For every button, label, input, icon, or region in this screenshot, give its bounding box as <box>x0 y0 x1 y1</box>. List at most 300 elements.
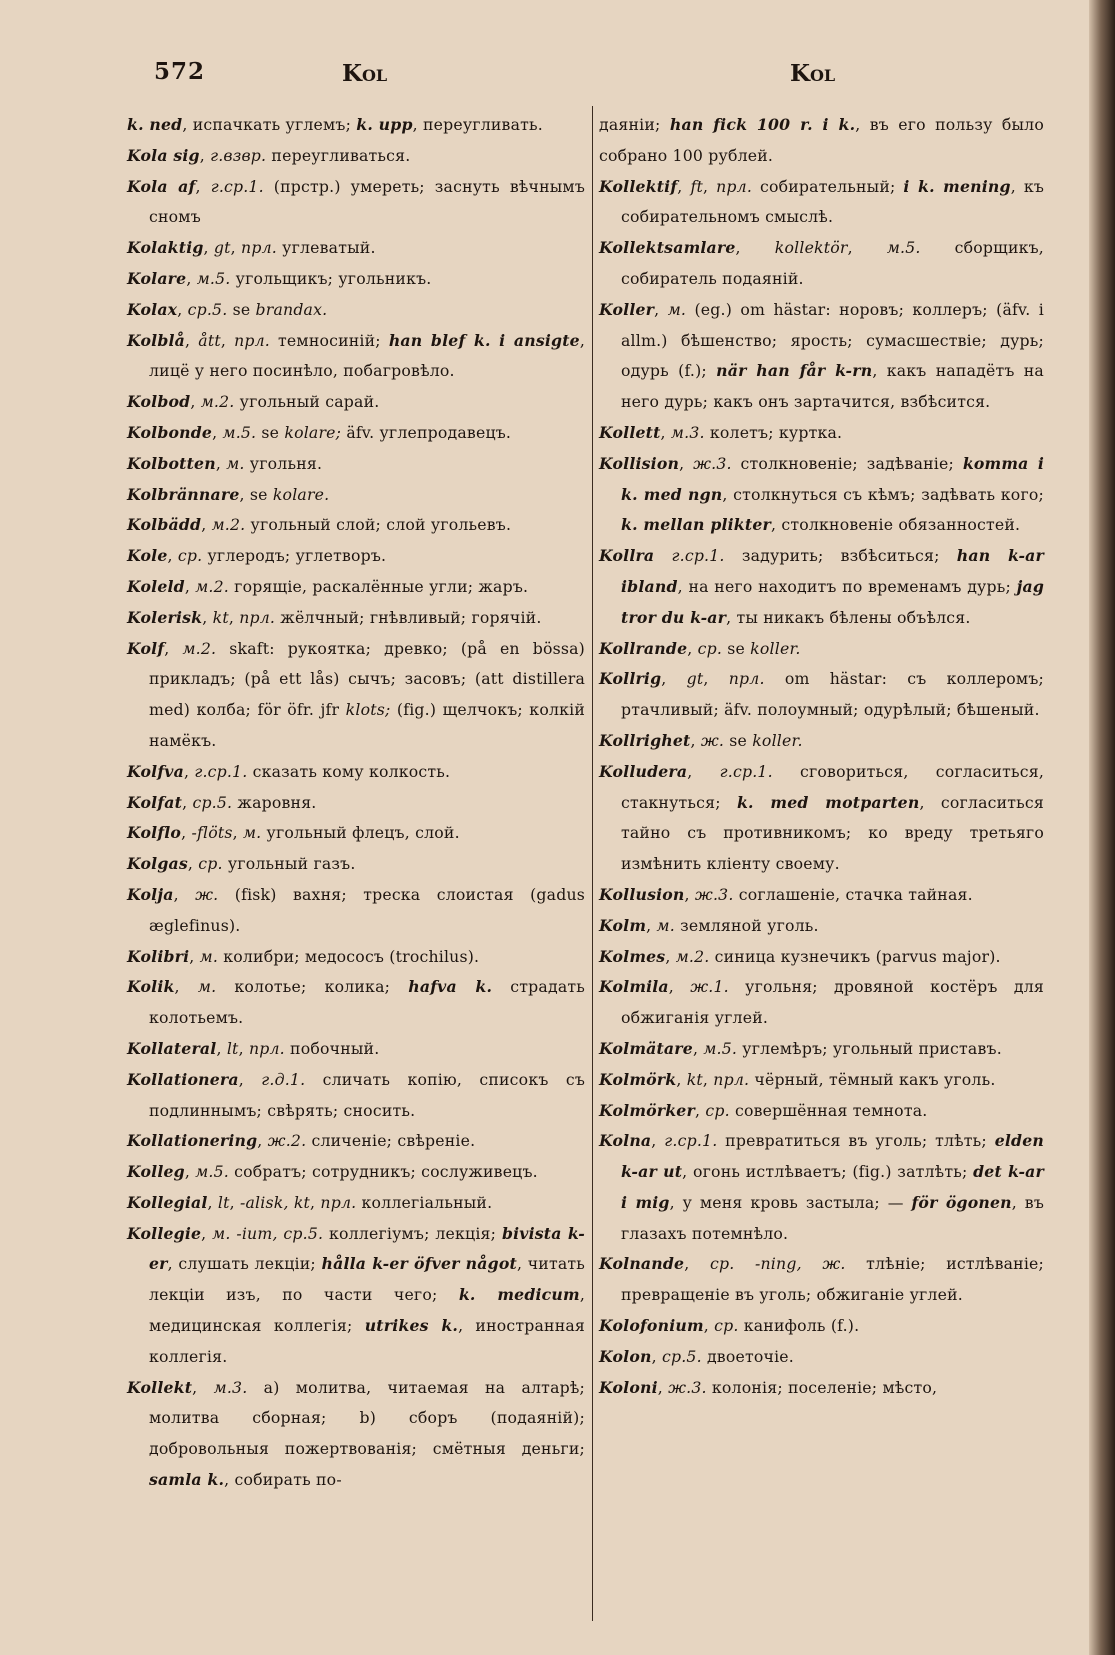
grammar-label: ft <box>690 176 703 196</box>
entry-headword: Kollegial <box>127 1192 208 1212</box>
definition-text: , собирать по- <box>224 1470 342 1490</box>
grammar-label: м.2. <box>675 946 710 966</box>
definition-text: (fig.) щелчокъ; колкій намёкъ. <box>149 700 586 750</box>
entry-headword: Kole <box>127 546 168 566</box>
grammar-label: прл. <box>320 1192 357 1212</box>
dictionary-entry <box>599 726 1044 757</box>
example-phrase: när han får k-rn <box>716 361 873 381</box>
entry-headword: Kolare <box>127 268 187 288</box>
definition-text: , <box>167 546 178 566</box>
definition-text: , <box>687 638 698 658</box>
entry-headword: Kolbrännare <box>127 484 240 504</box>
example-phrase: hålla k-er öfver något <box>321 1254 517 1274</box>
grammar-label: м.2. <box>182 638 217 658</box>
definition-text: , <box>677 176 691 196</box>
dictionary-entry <box>127 264 585 295</box>
definition-text: сказать кому колкость. <box>247 761 451 781</box>
entry-headword: Kollra <box>599 546 655 566</box>
definition-text: угольный флецъ, слой. <box>261 823 460 843</box>
dictionary-entry <box>599 1034 1044 1065</box>
definition-text: , лицё у него посинѣло, побагровѣло. <box>149 330 586 381</box>
definition-text: углеватый. <box>276 238 376 258</box>
grammar-label: прл. <box>248 1038 285 1058</box>
dictionary-entry <box>127 326 585 388</box>
example-phrase: elden k-ar ut <box>621 1131 1044 1182</box>
entry-headword: Kollektif <box>599 176 678 196</box>
definition-text: угольный слой; слой угольевъ. <box>245 515 512 535</box>
definition-text: даяніи; <box>599 115 670 134</box>
grammar-label: kollektör <box>774 238 848 258</box>
definition-text: колибри; медососъ (trochilus). <box>218 946 480 966</box>
definition-text: угольный газъ. <box>222 854 356 874</box>
definition-text: страдать колотьемъ. <box>149 977 585 1028</box>
entry-headword: Kolfva <box>127 761 184 781</box>
grammar-label: прл. <box>239 607 276 627</box>
grammar-label: -flöts <box>191 823 233 843</box>
definition-text: тлѣніе; истлѣваніе; превращеніе въ уголь; обжиганіе углей. <box>621 1254 1045 1305</box>
definition-text: сличать копію, списокъ съ подлиннымъ; свѣрять; сносить. <box>149 1069 586 1120</box>
dictionary-entry <box>599 541 1044 633</box>
entry-headword: Kolfat <box>127 792 183 812</box>
dictionary-entry <box>127 295 585 326</box>
grammar-label: gt <box>213 238 231 258</box>
column-divider <box>592 106 593 1621</box>
definition-text: , столкновеніе обязанностей. <box>770 515 1021 535</box>
definition-text: собирательный; <box>752 176 904 196</box>
running-headword-right: Kol <box>790 60 836 87</box>
page-header <box>150 58 1020 98</box>
definition-text: äfv. углепродавецъ. <box>341 422 512 442</box>
entry-headword: Kolik <box>127 977 175 997</box>
dictionary-entry <box>599 295 1044 418</box>
definition-text: колонія; поселеніе; мѣсто, <box>706 1377 938 1397</box>
definition-text: , <box>207 1192 218 1212</box>
example-phrase: jag tror du k-ar <box>621 576 1044 627</box>
definition-text: , <box>229 1192 240 1212</box>
dictionary-entry <box>127 603 585 634</box>
grammar-label: г.взвр. <box>210 145 267 165</box>
grammar-label: gt <box>686 669 704 689</box>
entry-headword: Kolblå <box>127 330 186 350</box>
dictionary-entry <box>599 911 1044 942</box>
definition-text: углеродъ; углетворъ. <box>202 546 387 566</box>
definition-text: , испачкать углемъ; <box>182 115 357 134</box>
definition-text: , столкнуться съ кѣмъ; задѣвать кого; <box>722 484 1044 504</box>
grammar-label: м.5. <box>703 1038 738 1058</box>
grammar-label: kt <box>686 1069 703 1089</box>
definition-text: , <box>228 607 240 627</box>
definition-text: , <box>651 1131 665 1151</box>
dictionary-entry <box>127 541 585 572</box>
grammar-label: ж. <box>195 884 219 904</box>
definition-text: , въ глазахъ потемнѣло. <box>621 1192 1044 1243</box>
grammar-label: koller. <box>752 730 803 750</box>
grammar-label: ж.3. <box>694 884 734 904</box>
grammar-label: прл. <box>713 1069 750 1089</box>
dictionary-entry <box>127 480 585 511</box>
example-phrase: k. upp <box>356 115 413 134</box>
entry-headword: Kolerisk <box>127 607 203 627</box>
example-phrase: han blef k. i ansigte <box>388 330 580 350</box>
grammar-label: -alisk, kt <box>240 1192 311 1212</box>
dictionary-entry <box>127 572 585 603</box>
entry-continuation <box>127 110 585 141</box>
grammar-label: ср. <box>697 638 723 658</box>
dictionary-entry <box>127 1219 585 1373</box>
grammar-label: ср. <box>198 854 223 874</box>
dictionary-entry <box>599 972 1044 1034</box>
entry-headword: Kolax <box>127 299 178 319</box>
dictionary-entry <box>127 849 585 880</box>
grammar-label: м.5. <box>886 238 921 258</box>
definition-text: темносиній; <box>270 330 389 350</box>
definition-text: , <box>651 1346 662 1366</box>
definition-text: побочный. <box>284 1038 380 1058</box>
dictionary-entry <box>599 1373 1044 1404</box>
example-phrase: k. ned <box>127 115 183 134</box>
definition-text: , <box>661 669 687 689</box>
entry-headword: Kolon <box>599 1346 652 1366</box>
example-phrase: k. med motparten <box>736 792 920 812</box>
definition-text: , <box>216 1038 227 1058</box>
entry-headword: Kolnande <box>599 1254 685 1274</box>
entry-headword: Kolmätare <box>599 1038 693 1058</box>
definition-text: сличеніе; свѣреніе. <box>306 1131 476 1151</box>
entry-headword: Kolofonium <box>599 1316 704 1336</box>
grammar-label: м.5. <box>222 422 257 442</box>
grammar-label: ср.5. <box>661 1346 702 1366</box>
grammar-label: г.ср.1. <box>719 761 773 781</box>
dictionary-entry <box>127 1126 585 1157</box>
dictionary-entry <box>599 449 1044 541</box>
entry-headword: Kolmila <box>599 977 669 997</box>
definition-text: , <box>192 1377 214 1397</box>
grammar-label: м. <box>667 299 687 319</box>
definition-text: , <box>847 238 887 258</box>
example-phrase: i k. mening <box>903 176 1011 196</box>
definition-text: , <box>238 1069 262 1089</box>
definition-text: , <box>174 977 198 997</box>
entry-headword: Kolludera <box>599 761 688 781</box>
entry-headword: Kollateral <box>127 1038 217 1058</box>
example-phrase: han fick 100 r. i k. <box>669 115 856 134</box>
example-phrase: k. medicum <box>458 1285 580 1305</box>
definition-text: (прстр.) умереть; заснуть вѣчнымъ сномъ <box>149 176 586 227</box>
dictionary-entry <box>127 172 585 234</box>
definition-text: , <box>201 515 212 535</box>
grammar-label: г.ср.1. <box>210 176 264 196</box>
dictionary-entry <box>127 880 585 942</box>
dictionary-entry <box>127 233 585 264</box>
definition-text: , огонь истлѣваетъ; (fig.) затлѣть; <box>682 1162 974 1182</box>
entry-headword: Kolbädd <box>127 515 202 535</box>
grammar-label: ср. -ning, ж. <box>710 1254 846 1274</box>
grammar-label: lt <box>217 1192 230 1212</box>
entry-headword: Kollusion <box>599 884 685 904</box>
grammar-label: г.ср.1. <box>671 546 725 566</box>
entry-headword: Kolmörker <box>599 1100 695 1120</box>
definition-text: , <box>232 823 243 843</box>
definition-text: , ты никакъ бѣлены объѣлся. <box>726 607 971 627</box>
definition-text: , <box>690 730 701 750</box>
grammar-label: м. -ium, ср.5. <box>212 1223 324 1243</box>
entry-headword: Kolf <box>127 638 165 658</box>
entry-headword: Kollision <box>599 453 680 473</box>
dictionary-entry <box>127 449 585 480</box>
definition-text: , <box>694 1100 706 1120</box>
definition-text: столкновеніе; задѣваніе; <box>731 453 963 473</box>
entry-headword: Kollett <box>599 422 661 442</box>
dictionary-entry <box>599 418 1044 449</box>
dictionary-entry <box>599 233 1044 295</box>
grammar-label: ср. <box>705 1100 730 1120</box>
grammar-label: м. <box>226 453 245 473</box>
definition-text: углемѣръ; угольный приставъ. <box>737 1038 1002 1058</box>
dictionary-entry <box>127 1065 585 1127</box>
entry-headword: Kola af <box>127 176 196 196</box>
grammar-label: ж. <box>700 730 725 750</box>
definition-text: se <box>227 299 256 319</box>
definition-text: угольный сарай. <box>234 392 380 412</box>
definition-text: чёрный, тёмный какъ уголь. <box>749 1069 996 1089</box>
definition-text: , <box>181 823 192 843</box>
definition-text: совершённая темнота. <box>729 1100 928 1120</box>
dictionary-entry <box>127 1188 585 1219</box>
definition-text: колотье; колика; <box>216 977 409 997</box>
dictionary-entry <box>127 1157 585 1188</box>
definition-text: , <box>215 453 227 473</box>
definition-text: , <box>654 299 668 319</box>
example-phrase: bivista k-er <box>149 1223 585 1274</box>
example-phrase: k. mellan plikter <box>621 515 771 535</box>
definition-text: двоеточіе. <box>701 1346 794 1366</box>
definition-text: skaft: рукоятка; древко; (på en bössa) прикладъ; (på ett lås) сычъ; засовъ; (att distillera med) колба; för öfr. jfr <box>149 638 586 720</box>
definition-text: , иностранная коллегія. <box>149 1316 586 1366</box>
grammar-label: brandax. <box>255 299 328 319</box>
definition-text: сборщикъ, собиратель подаяній. <box>621 238 1044 288</box>
book-spine-shadow <box>1089 0 1115 1655</box>
dictionary-entry <box>127 1373 585 1496</box>
entry-headword: Kolleg <box>127 1162 185 1182</box>
dictionary-entry <box>127 418 585 449</box>
dictionary-entry <box>599 1311 1044 1342</box>
definition-text: , <box>703 669 729 689</box>
entry-headword: Kola sig <box>127 145 200 165</box>
page-number: 572 <box>154 58 206 85</box>
example-phrase: hafva k. <box>408 977 493 997</box>
grammar-label: м. <box>197 977 217 997</box>
dictionary-entry <box>599 1065 1044 1096</box>
definition-text <box>654 546 671 565</box>
dictionary-entry <box>127 510 585 541</box>
definition-text: (eg.) om hästar: норовъ; коллеръ; (äfv. i allm.) бѣшенство; ярость; сумасшествіе; дурь; одурь (f.); <box>621 299 1045 381</box>
definition-text: , <box>646 915 657 935</box>
definition-text: , <box>257 1131 268 1151</box>
definition-text: , <box>668 977 691 997</box>
definition-text: , на него находитъ по временамъ дурь; <box>677 576 1017 596</box>
definition-text: синица кузнечикъ (parvus major). <box>709 946 1001 966</box>
example-phrase: för ögonen <box>911 1192 1012 1212</box>
dictionary-entry <box>599 1126 1044 1249</box>
definition-text: , <box>684 884 695 904</box>
definition-text: , <box>189 946 200 966</box>
entry-headword: Kollrighet <box>599 730 691 750</box>
dictionary-entry <box>599 664 1044 726</box>
entry-headword: Kolmes <box>599 946 666 966</box>
dictionary-entry <box>127 757 585 788</box>
dictionary-entry <box>127 1034 585 1065</box>
definition-text: , <box>676 1069 687 1089</box>
running-headword-left: Kol <box>342 60 388 87</box>
grammar-label: ср. <box>177 546 203 566</box>
entry-headword: Kolgas <box>127 854 188 874</box>
grammar-label: г.ср.1. <box>664 1131 718 1151</box>
definition-text: se <box>256 422 285 442</box>
grammar-label: м. <box>199 946 219 966</box>
definition-text: задурить; взбѣситься; <box>724 546 957 566</box>
definition-text: коллегіальный. <box>356 1192 493 1212</box>
definition-text: переугливаться. <box>266 145 411 165</box>
grammar-label: прл. <box>241 238 277 258</box>
definition-text: (fisk) вахня; треска слоистая (gadus æglefinus). <box>149 884 585 935</box>
dictionary-entry <box>599 757 1044 880</box>
grammar-label: прл. <box>716 176 753 196</box>
entry-headword: Kollrig <box>599 669 662 689</box>
grammar-label: г.ср.1. <box>194 761 248 781</box>
definition-text: , къ собирательномъ смыслѣ. <box>621 176 1045 227</box>
definition-text: a) молитва, читаемая на алтарѣ; молитва сборная; b) сборъ (подаяній); добровольныя пожертвованія; смётныя деньги; <box>149 1377 586 1459</box>
dictionary-entry <box>127 634 585 757</box>
definition-text: , <box>679 453 694 473</box>
left-column <box>127 110 585 1496</box>
dictionary-entry <box>127 387 585 418</box>
dictionary-entry <box>599 634 1044 665</box>
definition-text: горящіе, раскалённые угли; жаръ. <box>228 576 529 596</box>
grammar-label: ått <box>198 330 221 350</box>
definition-text: , <box>203 238 214 258</box>
definition-text: земляной уголь. <box>674 915 819 935</box>
entry-headword: Kolflo <box>127 823 182 843</box>
entry-headword: Kolja <box>127 884 174 904</box>
entry-headword: Kollrande <box>599 638 688 658</box>
grammar-label: kolare. <box>272 484 330 504</box>
dictionary-entry <box>127 972 585 1034</box>
grammar-label: м. <box>242 823 262 843</box>
definition-text: , <box>212 422 223 442</box>
grammar-label: ср.5. <box>187 299 228 319</box>
definition-text: , <box>735 238 775 258</box>
definition-text: , <box>182 792 193 812</box>
dictionary-entry <box>599 1249 1044 1311</box>
grammar-label: lt <box>226 1038 239 1058</box>
definition-text: , слушать лекціи; <box>167 1254 322 1274</box>
grammar-label: ж.3. <box>693 453 732 473</box>
grammar-label: м.3. <box>213 1377 248 1397</box>
grammar-label: ж.1. <box>690 977 729 997</box>
definition-text: , <box>220 330 235 350</box>
grammar-label: ср.5. <box>192 792 233 812</box>
definition-text: , <box>202 607 213 627</box>
entry-headword: Kolibri <box>127 946 190 966</box>
definition-text: , se <box>239 484 273 504</box>
example-phrase: han k-ar ibland <box>621 546 1044 596</box>
definition-text: , <box>184 1162 196 1182</box>
definition-text: , <box>183 761 195 781</box>
entry-headword: Kolna <box>599 1131 652 1151</box>
entry-headword: Koleld <box>127 576 185 596</box>
definition-text: , <box>177 299 188 319</box>
definition-text: жёлчный; гнѣвливый; горячій. <box>275 607 542 627</box>
definition-text: , <box>687 761 720 781</box>
definition-text: , <box>692 1038 704 1058</box>
grammar-label: м.2. <box>195 576 229 596</box>
definition-text: se <box>724 730 753 750</box>
definition-text: om hästar: съ коллеромъ; ртачливый; äfv. полоумный; одурѣлый; бѣшеный. <box>621 669 1044 720</box>
definition-text: , читать лекціи изъ, по части чего; <box>149 1254 585 1305</box>
definition-text: , <box>190 392 201 412</box>
grammar-label: м.2. <box>211 515 246 535</box>
definition-text: , <box>657 1377 669 1397</box>
grammar-label: ср. <box>714 1316 739 1336</box>
definition-text: , <box>238 1038 249 1058</box>
entry-headword: Kollektsamlare <box>599 238 736 258</box>
grammar-label: м.2. <box>200 392 235 412</box>
entry-headword: Kolmörk <box>599 1069 677 1089</box>
definition-text: , <box>703 1316 715 1336</box>
definition-text: , какъ нападётъ на него дурь; какъ онъ зартачится, взбѣсится. <box>621 361 1044 412</box>
entry-headword: Kollationera <box>127 1069 239 1089</box>
entry-headword: Kollationering <box>127 1131 258 1151</box>
grammar-label: г.д.1. <box>261 1069 306 1089</box>
definition-text: , <box>310 1192 321 1212</box>
dictionary-entry <box>599 1096 1044 1127</box>
entry-headword: Koller <box>599 299 655 319</box>
dictionary-entry <box>599 942 1044 973</box>
entry-headword: Kolbotten <box>127 453 216 473</box>
entry-headword: Kollekt <box>127 1377 193 1397</box>
grammar-label: koller. <box>750 638 801 658</box>
definition-text: , <box>164 638 183 658</box>
definition-text: , <box>230 238 242 258</box>
definition-text: , <box>665 946 676 966</box>
grammar-label: м.5. <box>196 268 231 288</box>
entry-headword: Koloni <box>599 1377 658 1397</box>
example-phrase: samla k. <box>149 1470 225 1490</box>
definition-text: , въ его пользу было собрано 100 рублей. <box>599 115 1044 165</box>
dictionary-entry <box>127 942 585 973</box>
definition-text: , <box>702 1069 714 1089</box>
definition-text: , <box>184 576 196 596</box>
definition-text: сговориться, согласиться, стакнуться; <box>621 761 1045 812</box>
dictionary-entry <box>599 172 1044 234</box>
grammar-label: м.5. <box>195 1162 229 1182</box>
grammar-label: kolare; <box>284 422 342 442</box>
grammar-label: м. <box>656 915 675 935</box>
definition-text: , медицинская коллегія; <box>149 1285 586 1336</box>
grammar-label: kt <box>212 607 229 627</box>
grammar-label: ж.2. <box>267 1131 307 1151</box>
definition-text: , <box>684 1254 711 1274</box>
definition-text: , <box>702 176 717 196</box>
definition-text: превратиться въ уголь; тлѣть; <box>717 1131 995 1151</box>
example-phrase: utrikes k. <box>364 1316 459 1336</box>
definition-text: , <box>660 422 671 442</box>
definition-text: собратъ; сотрудникъ; сослуживецъ. <box>228 1162 538 1182</box>
definition-text: , согласиться тайно съ противникомъ; ко вреду третьяго измѣнить кліенту своему. <box>621 792 1044 874</box>
dictionary-entry <box>127 141 585 172</box>
grammar-label: м.3. <box>670 422 705 442</box>
definition-text: коллегіумъ; лекція; <box>323 1223 502 1243</box>
